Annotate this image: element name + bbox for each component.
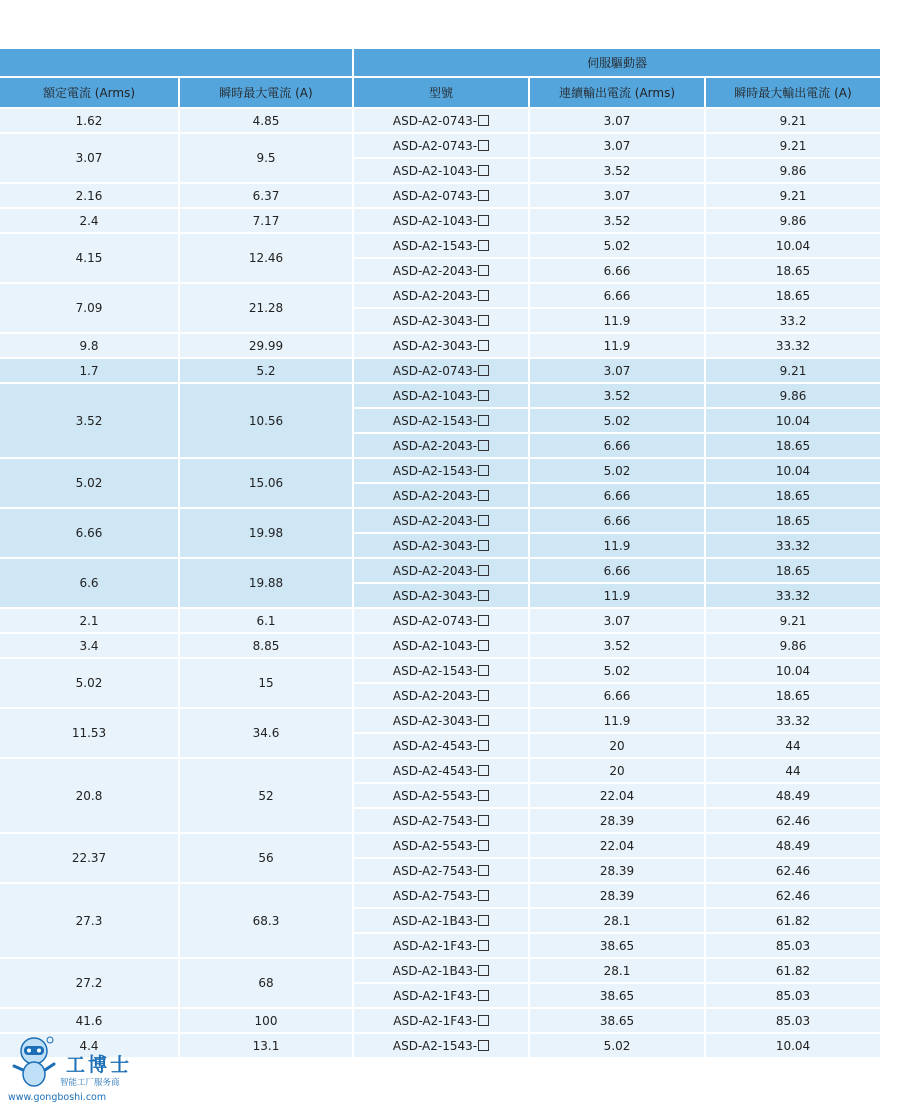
peak-current-cell: 7.17 [180, 209, 352, 232]
table-row [0, 834, 880, 857]
checkbox-square-icon [478, 965, 489, 976]
model-cell [354, 134, 528, 157]
peak-current-cell: 21.28 [180, 284, 352, 332]
model-text: ASD-A2-7543- [392, 813, 478, 828]
model-text: ASD-A2-3043- [392, 538, 478, 553]
table-row [0, 709, 880, 732]
continuous-output-cell: 11.9 [530, 334, 704, 357]
checkbox-square-icon [478, 1015, 489, 1026]
max-output-header: 瞬時最大輸出電流 (A) [706, 78, 880, 107]
model-text: ASD-A2-3043- [392, 713, 478, 728]
rated-current-cell: 3.07 [0, 134, 178, 182]
model-cell [354, 234, 528, 257]
table-row [0, 209, 880, 232]
checkbox-square-icon [478, 340, 489, 351]
model-text: ASD-A2-2043- [392, 688, 478, 703]
rated-current-cell: 20.8 [0, 759, 178, 832]
checkbox-square-icon [478, 690, 489, 701]
peak-current-cell: 19.98 [180, 509, 352, 557]
rated-current-cell: 11.53 [0, 709, 178, 757]
model-cell [354, 509, 528, 532]
continuous-output-cell: 20 [530, 759, 704, 782]
peak-current-cell: 29.99 [180, 334, 352, 357]
continuous-output-cell: 3.07 [530, 359, 704, 382]
peak-current-cell: 15 [180, 659, 352, 707]
continuous-output-cell: 3.52 [530, 159, 704, 182]
mascot-logo-icon [10, 1036, 58, 1090]
max-output-cell: 18.65 [706, 484, 880, 507]
model-text: ASD-A2-0743- [392, 113, 478, 128]
model-text: ASD-A2-7543- [392, 888, 478, 903]
max-output-cell: 9.86 [706, 159, 880, 182]
max-output-cell: 9.21 [706, 609, 880, 632]
model-text: ASD-A2-2043- [392, 563, 478, 578]
continuous-output-cell: 20 [530, 734, 704, 757]
model-text: ASD-A2-5543- [392, 838, 478, 853]
model-text: ASD-A2-1B43- [392, 913, 478, 928]
checkbox-square-icon [478, 240, 489, 251]
checkbox-square-icon [478, 290, 489, 301]
checkbox-square-icon [478, 640, 489, 651]
model-text: ASD-A2-1043- [392, 213, 478, 228]
max-output-cell: 61.82 [706, 909, 880, 932]
continuous-output-cell: 38.65 [530, 1009, 704, 1032]
table-row [0, 359, 880, 382]
continuous-output-cell: 6.66 [530, 509, 704, 532]
continuous-output-cell: 6.66 [530, 434, 704, 457]
continuous-output-cell: 22.04 [530, 834, 704, 857]
model-cell [354, 984, 528, 1007]
model-cell [354, 559, 528, 582]
peak-current-cell: 4.85 [180, 109, 352, 132]
peak-current-cell: 15.06 [180, 459, 352, 507]
checkbox-square-icon [478, 190, 489, 201]
peak-current-cell: 9.5 [180, 134, 352, 182]
checkbox-square-icon [478, 415, 489, 426]
model-text: ASD-A2-0743- [392, 138, 478, 153]
max-output-cell: 48.49 [706, 784, 880, 807]
model-cell [354, 659, 528, 682]
model-cell [354, 209, 528, 232]
model-cell [354, 759, 528, 782]
continuous-output-cell: 11.9 [530, 584, 704, 607]
peak-current-cell: 8.85 [180, 634, 352, 657]
peak-current-cell: 10.56 [180, 384, 352, 457]
max-output-cell: 9.21 [706, 134, 880, 157]
model-cell [354, 459, 528, 482]
model-text: ASD-A2-4543- [392, 738, 478, 753]
table-row [0, 234, 880, 257]
continuous-output-cell: 3.52 [530, 384, 704, 407]
table-row [0, 884, 880, 907]
rated-current-cell: 6.66 [0, 509, 178, 557]
model-text: ASD-A2-7543- [392, 863, 478, 878]
model-text: ASD-A2-2043- [392, 488, 478, 503]
continuous-output-cell: 28.1 [530, 909, 704, 932]
peak-current-cell: 6.37 [180, 184, 352, 207]
max-output-cell: 18.65 [706, 559, 880, 582]
checkbox-square-icon [478, 915, 489, 926]
continuous-output-cell: 11.9 [530, 534, 704, 557]
max-output-cell: 9.86 [706, 209, 880, 232]
checkbox-square-icon [478, 815, 489, 826]
checkbox-square-icon [478, 665, 489, 676]
continuous-output-cell: 5.02 [530, 1034, 704, 1057]
model-header: 型號 [354, 78, 528, 107]
continuous-output-cell: 3.52 [530, 209, 704, 232]
model-cell [354, 859, 528, 882]
rated-current-cell: 7.09 [0, 284, 178, 332]
checkbox-square-icon [478, 715, 489, 726]
max-output-cell: 44 [706, 759, 880, 782]
rated-current-cell: 3.52 [0, 384, 178, 457]
table-row [0, 659, 880, 682]
model-text: ASD-A2-0743- [392, 363, 478, 378]
model-cell [354, 609, 528, 632]
checkbox-square-icon [478, 590, 489, 601]
watermark [8, 1036, 138, 1108]
peak-current-cell: 5.2 [180, 359, 352, 382]
checkbox-square-icon [478, 490, 489, 501]
max-output-cell: 62.46 [706, 884, 880, 907]
max-output-cell: 18.65 [706, 434, 880, 457]
rated-current-cell: 2.1 [0, 609, 178, 632]
model-text: ASD-A2-1F43- [393, 1013, 477, 1028]
continuous-output-cell: 38.65 [530, 934, 704, 957]
checkbox-square-icon [478, 440, 489, 451]
max-output-cell: 44 [706, 734, 880, 757]
peak-current-cell: 56 [180, 834, 352, 882]
table-row [0, 509, 880, 532]
model-text: ASD-A2-2043- [392, 438, 478, 453]
model-text: ASD-A2-2043- [392, 288, 478, 303]
model-text: ASD-A2-4543- [392, 763, 478, 778]
model-text: ASD-A2-1543- [392, 413, 478, 428]
model-cell [354, 334, 528, 357]
continuous-output-cell: 11.9 [530, 709, 704, 732]
peak-current-cell: 100 [180, 1009, 352, 1032]
rated-current-cell: 6.6 [0, 559, 178, 607]
model-cell [354, 734, 528, 757]
max-output-cell: 62.46 [706, 859, 880, 882]
model-text: ASD-A2-1043- [392, 163, 478, 178]
model-text: ASD-A2-5543- [392, 788, 478, 803]
watermark-title: 工博士 [66, 1054, 133, 1076]
checkbox-square-icon [478, 215, 489, 226]
watermark-subtitle: 智能工厂服务商 [60, 1078, 120, 1088]
max-output-cell: 10.04 [706, 409, 880, 432]
max-output-cell: 10.04 [706, 234, 880, 257]
continuous-output-cell: 5.02 [530, 459, 704, 482]
max-output-cell: 18.65 [706, 684, 880, 707]
model-cell [354, 384, 528, 407]
model-cell [354, 1034, 528, 1057]
rated-current-cell: 3.4 [0, 634, 178, 657]
model-cell [354, 1009, 528, 1032]
continuous-output-cell: 6.66 [530, 684, 704, 707]
rated-current-cell: 4.15 [0, 234, 178, 282]
peak-current-cell: 13.1 [180, 1034, 352, 1057]
model-cell [354, 184, 528, 207]
table-row [0, 109, 880, 132]
model-cell [354, 434, 528, 457]
continuous-output-cell: 28.1 [530, 959, 704, 982]
checkbox-square-icon [478, 465, 489, 476]
model-text: ASD-A2-2043- [392, 263, 478, 278]
continuous-output-cell: 28.39 [530, 859, 704, 882]
rated-current-cell: 22.37 [0, 834, 178, 882]
max-output-cell: 33.32 [706, 534, 880, 557]
continuous-output-cell: 38.65 [530, 984, 704, 1007]
continuous-output-cell: 5.02 [530, 659, 704, 682]
table-row [0, 559, 880, 582]
checkbox-square-icon [478, 740, 489, 751]
model-text: ASD-A2-3043- [392, 338, 478, 353]
model-cell [354, 484, 528, 507]
watermark-url: www.gongboshi.com [8, 1092, 107, 1103]
max-output-cell: 33.32 [706, 584, 880, 607]
continuous-output-cell: 3.07 [530, 609, 704, 632]
model-text: ASD-A2-3043- [392, 588, 478, 603]
rated-current-header: 額定電流 (Arms) [0, 78, 178, 107]
checkbox-square-icon [478, 840, 489, 851]
peak-current-cell: 34.6 [180, 709, 352, 757]
max-output-cell: 9.21 [706, 359, 880, 382]
max-output-cell: 18.65 [706, 509, 880, 532]
max-output-cell: 10.04 [706, 659, 880, 682]
model-cell [354, 634, 528, 657]
checkbox-square-icon [478, 365, 489, 376]
continuous-output-cell: 3.07 [530, 184, 704, 207]
rated-current-cell: 4.4 [0, 1034, 178, 1057]
model-text: ASD-A2-1B43- [392, 963, 478, 978]
model-text: ASD-A2-3043- [392, 313, 478, 328]
continuous-output-cell: 28.39 [530, 884, 704, 907]
model-text: ASD-A2-1F43- [393, 938, 477, 953]
checkbox-square-icon [478, 540, 489, 551]
continuous-output-cell: 6.66 [530, 559, 704, 582]
rated-current-cell: 41.6 [0, 1009, 178, 1032]
rated-current-cell: 27.2 [0, 959, 178, 1007]
checkbox-square-icon [478, 790, 489, 801]
driver-group-header: 伺服驅動器 [354, 49, 880, 76]
max-output-cell: 9.86 [706, 384, 880, 407]
checkbox-square-icon [478, 140, 489, 151]
max-output-cell: 48.49 [706, 834, 880, 857]
table-row [0, 634, 880, 657]
model-cell [354, 959, 528, 982]
rated-current-cell: 1.7 [0, 359, 178, 382]
table-row [0, 959, 880, 982]
model-text: ASD-A2-1043- [392, 638, 478, 653]
checkbox-square-icon [478, 990, 489, 1001]
peak-current-cell: 19.88 [180, 559, 352, 607]
checkbox-square-icon [478, 115, 489, 126]
continuous-output-cell: 28.39 [530, 809, 704, 832]
table-row [0, 334, 880, 357]
checkbox-square-icon [478, 765, 489, 776]
peak-current-cell: 12.46 [180, 234, 352, 282]
model-cell [354, 534, 528, 557]
continuous-output-cell: 6.66 [530, 484, 704, 507]
continuous-output-header: 連續輸出電流 (Arms) [530, 78, 704, 107]
model-text: ASD-A2-0743- [392, 613, 478, 628]
continuous-output-cell: 3.07 [530, 109, 704, 132]
table-row [0, 134, 880, 157]
model-text: ASD-A2-1F43- [393, 988, 477, 1003]
peak-current-header: 瞬時最大電流 (A) [180, 78, 352, 107]
max-output-cell: 10.04 [706, 459, 880, 482]
model-cell [354, 409, 528, 432]
model-cell [354, 259, 528, 282]
max-output-cell: 18.65 [706, 284, 880, 307]
peak-current-cell: 68 [180, 959, 352, 1007]
table-row [0, 184, 880, 207]
model-text: ASD-A2-1543- [392, 463, 478, 478]
checkbox-square-icon [478, 390, 489, 401]
max-output-cell: 9.86 [706, 634, 880, 657]
max-output-cell: 9.21 [706, 184, 880, 207]
model-cell [354, 684, 528, 707]
rated-current-cell: 2.16 [0, 184, 178, 207]
model-cell [354, 284, 528, 307]
rated-current-cell: 1.62 [0, 109, 178, 132]
model-text: ASD-A2-1043- [392, 388, 478, 403]
peak-current-cell: 6.1 [180, 609, 352, 632]
max-output-cell: 18.65 [706, 259, 880, 282]
max-output-cell: 10.04 [706, 1034, 880, 1057]
rated-current-cell: 9.8 [0, 334, 178, 357]
model-cell [354, 359, 528, 382]
model-cell [354, 909, 528, 932]
max-output-cell: 85.03 [706, 934, 880, 957]
rated-current-cell: 5.02 [0, 659, 178, 707]
model-cell [354, 784, 528, 807]
table-row [0, 1009, 880, 1032]
max-output-cell: 33.2 [706, 309, 880, 332]
model-text: ASD-A2-1543- [392, 663, 478, 678]
table-row [0, 459, 880, 482]
checkbox-square-icon [478, 615, 489, 626]
checkbox-square-icon [478, 565, 489, 576]
checkbox-square-icon [478, 940, 489, 951]
checkbox-square-icon [478, 890, 489, 901]
checkbox-square-icon [478, 515, 489, 526]
model-text: ASD-A2-1543- [392, 1038, 478, 1053]
max-output-cell: 85.03 [706, 1009, 880, 1032]
model-text: ASD-A2-0743- [392, 188, 478, 203]
checkbox-square-icon [478, 1040, 489, 1051]
table-row [0, 759, 880, 782]
model-cell [354, 584, 528, 607]
checkbox-square-icon [478, 165, 489, 176]
spec-table-body [0, 109, 880, 1057]
model-cell [354, 309, 528, 332]
model-text: ASD-A2-2043- [392, 513, 478, 528]
max-output-cell: 9.21 [706, 109, 880, 132]
model-cell [354, 709, 528, 732]
continuous-output-cell: 22.04 [530, 784, 704, 807]
model-cell [354, 109, 528, 132]
peak-current-cell: 68.3 [180, 884, 352, 957]
continuous-output-cell: 3.07 [530, 134, 704, 157]
servo-spec-table [0, 47, 882, 1059]
checkbox-square-icon [478, 265, 489, 276]
model-cell [354, 884, 528, 907]
model-cell [354, 834, 528, 857]
continuous-output-cell: 6.66 [530, 259, 704, 282]
model-cell [354, 159, 528, 182]
rated-current-cell: 2.4 [0, 209, 178, 232]
continuous-output-cell: 5.02 [530, 234, 704, 257]
rated-current-cell: 5.02 [0, 459, 178, 507]
max-output-cell: 62.46 [706, 809, 880, 832]
checkbox-square-icon [478, 865, 489, 876]
continuous-output-cell: 11.9 [530, 309, 704, 332]
rated-current-cell: 27.3 [0, 884, 178, 957]
max-output-cell: 33.32 [706, 709, 880, 732]
max-output-cell: 33.32 [706, 334, 880, 357]
model-text: ASD-A2-1543- [392, 238, 478, 253]
table-row [0, 284, 880, 307]
table-row [0, 609, 880, 632]
model-cell [354, 934, 528, 957]
peak-current-cell: 52 [180, 759, 352, 832]
checkbox-square-icon [478, 315, 489, 326]
max-output-cell: 85.03 [706, 984, 880, 1007]
continuous-output-cell: 5.02 [530, 409, 704, 432]
model-cell [354, 809, 528, 832]
table-row [0, 384, 880, 407]
motor-group-header [0, 49, 352, 76]
max-output-cell: 61.82 [706, 959, 880, 982]
continuous-output-cell: 3.52 [530, 634, 704, 657]
continuous-output-cell: 6.66 [530, 284, 704, 307]
